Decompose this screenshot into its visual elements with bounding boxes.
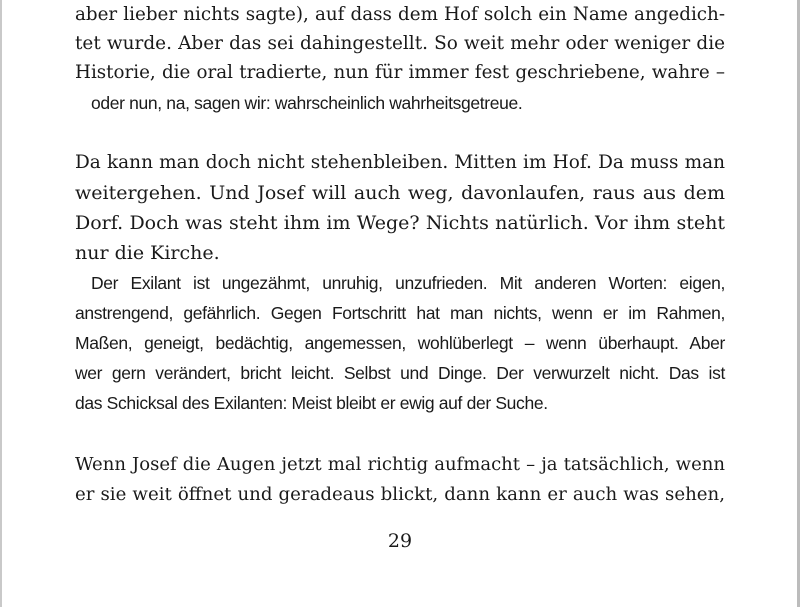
- text-line: oder nun, na, sagen wir: wahrscheinlich wahrheitsgetreue.: [91, 93, 523, 113]
- text-line: Maßen, geneigt, bedächtig, angemessen, wohlüberlegt – wenn überhaupt. Aber: [75, 333, 725, 353]
- text-line: aber lieber nichts sagte), auf dass dem Hof solch ein Name angedich-: [75, 4, 725, 25]
- text-line: er sie weit öffnet und geradeaus blickt, dann kann er auch was sehen,: [75, 484, 725, 505]
- text-line: nur die Kirche.: [75, 242, 220, 264]
- text-line: das Schicksal des Exilanten: Meist bleibt er ewig auf der Suche.: [75, 393, 548, 413]
- text-line: wer gern verändert, bricht leicht. Selbst und Dinge. Der verwurzelt nicht. Das ist: [75, 363, 725, 383]
- page-number: 29: [387, 530, 413, 552]
- text-line: Dorf. Doch was steht ihm im Wege? Nichts natürlich. Vor ihm steht: [75, 212, 725, 234]
- text-line: Da kann man doch nicht stehenbleiben. Mitten im Hof. Da muss man: [75, 152, 725, 173]
- page-edge-left: [0, 0, 2, 607]
- text-line: anstrengend, gefährlich. Gegen Fortschritt hat man nichts, wenn er im Rahmen,: [75, 303, 725, 323]
- text-line: Der Exilant ist ungezähmt, unruhig, unzufrieden. Mit anderen Worten: eigen,: [91, 273, 725, 293]
- text-line: weitergehen. Und Josef will auch weg, davonlaufen, raus aus dem: [75, 182, 725, 204]
- text-line: Historie, die oral tradierte, nun für immer fest geschriebene, wahre –: [75, 62, 725, 83]
- text-line: Wenn Josef die Augen jetzt mal richtig aufmacht – ja tatsächlich, wenn: [75, 454, 725, 475]
- text-line: tet wurde. Aber das sei dahingestellt. So weit mehr oder weniger die: [75, 33, 725, 54]
